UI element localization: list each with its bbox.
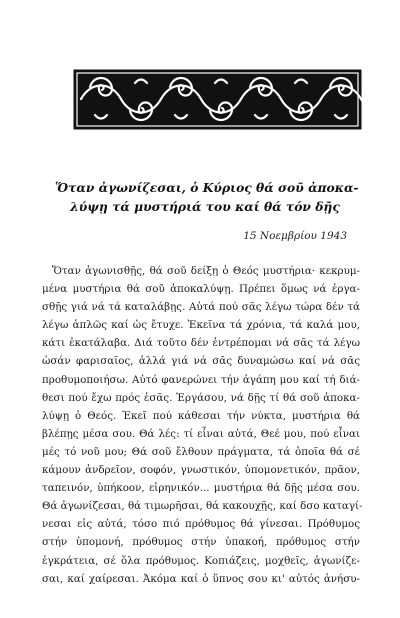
body-line: ταπεινόν, ὑπήκοον, εἰρηνικόν... μυστήρια θά δῇς μέσα σου. [42,482,360,495]
title-line: λύψῃ τά μυστήριά του καί θά τόν δῇς [70,199,340,214]
body-line: βλέπῃς μέσα σου. Θά λές: τί εἶναι αὐτά, Θεέ μου, πού εἶναι [42,427,360,440]
body-line: σθῇς γιά νά τά καταλάβῃς. Αὐτά πού σᾶς λέγω τώρα δέν τά [42,301,360,314]
body-line: μές τό νοῦ μου; Θά σοῦ ἔλθουν πράγματα, τά ὁποῖα θά σέ [42,445,360,458]
body-line: κάτι ἐκατάλαβα. Διά τοῦτο δέν ἐντρέπομαι νά σᾶς τά λέγω [42,337,360,350]
date-line: 15 Νοεμβρίου 1943 [243,230,347,242]
ornamental-scroll-header [73,69,362,130]
body-line: προθυμοποιήσω. Αὐτό φανερώνει τήν ἀγάπη μου καί τή διά- [42,373,360,386]
body-line: λέγω ἁπλῶς καί ὡς ἔτυχε. Ἐκεῖνα τά χρόνια, τά καλά μου, [42,319,360,332]
body-line: θεσι πού ἔχω πρός ἐσᾶς. Ἐργάσου, νά δῇς τί θά σοῦ ἀποκα- [42,391,360,404]
body-line: στήν ὑπομονή, πρόθυμος στήν ὑπακοή, πρόθυμος στήν [42,536,360,549]
body-line: Θά ἀγωνίζεσαι, θά τιμωρῆσαι, θά κακουχῇς, καί δσο καταγί- [42,500,363,513]
body-line: ὡσάν φαρισαῖος, ἀλλά γιά νά σᾶς δυναμώσω καί νά σᾶς [42,355,360,368]
body-line: μένα μυστήρια θά σοῦ ἀποκαλύψῃ. Πρέπει ὅμως νά ἐργα- [42,283,360,296]
body-paragraph [42,262,363,588]
body-line: σαι, καί χαίρεσαι. Ἀκόμα καί ὁ ὕπνος σου κι' αὐτός ἁνήσυ- [42,572,360,585]
chapter-title [55,178,359,216]
title-line: Ὅταν ἀγωνίζεσαι, ὁ Κύριος θά σοῦ ἀποκα- [55,180,359,195]
body-line: Ὅταν ἀγωνισθῇς, θά σοῦ δείξῃ ὁ Θεός μυστήρια· κεκρυμ- [52,265,360,277]
body-line: ἐγκράτεια, σέ ὅλα πρόθυμος. Κοπιάζεις, μοχθεῖς, ἀγωνίζε- [42,554,360,567]
body-line: νεσαι εἰς αὐτά, τόσο πιό πρόθυμος θά γίνεσαι. Πρόθυμος [42,518,360,531]
body-line: λύψῃ ὁ Θεός. Ἐκεῖ πού κάθεσαι τήν νύκτα, μυστήρια θά [42,409,360,422]
body-line: κάμουν ἀνδρεῖον, σοφόν, γνωστικόν, ὑπομονετικόν, πρᾶον, [42,464,360,477]
